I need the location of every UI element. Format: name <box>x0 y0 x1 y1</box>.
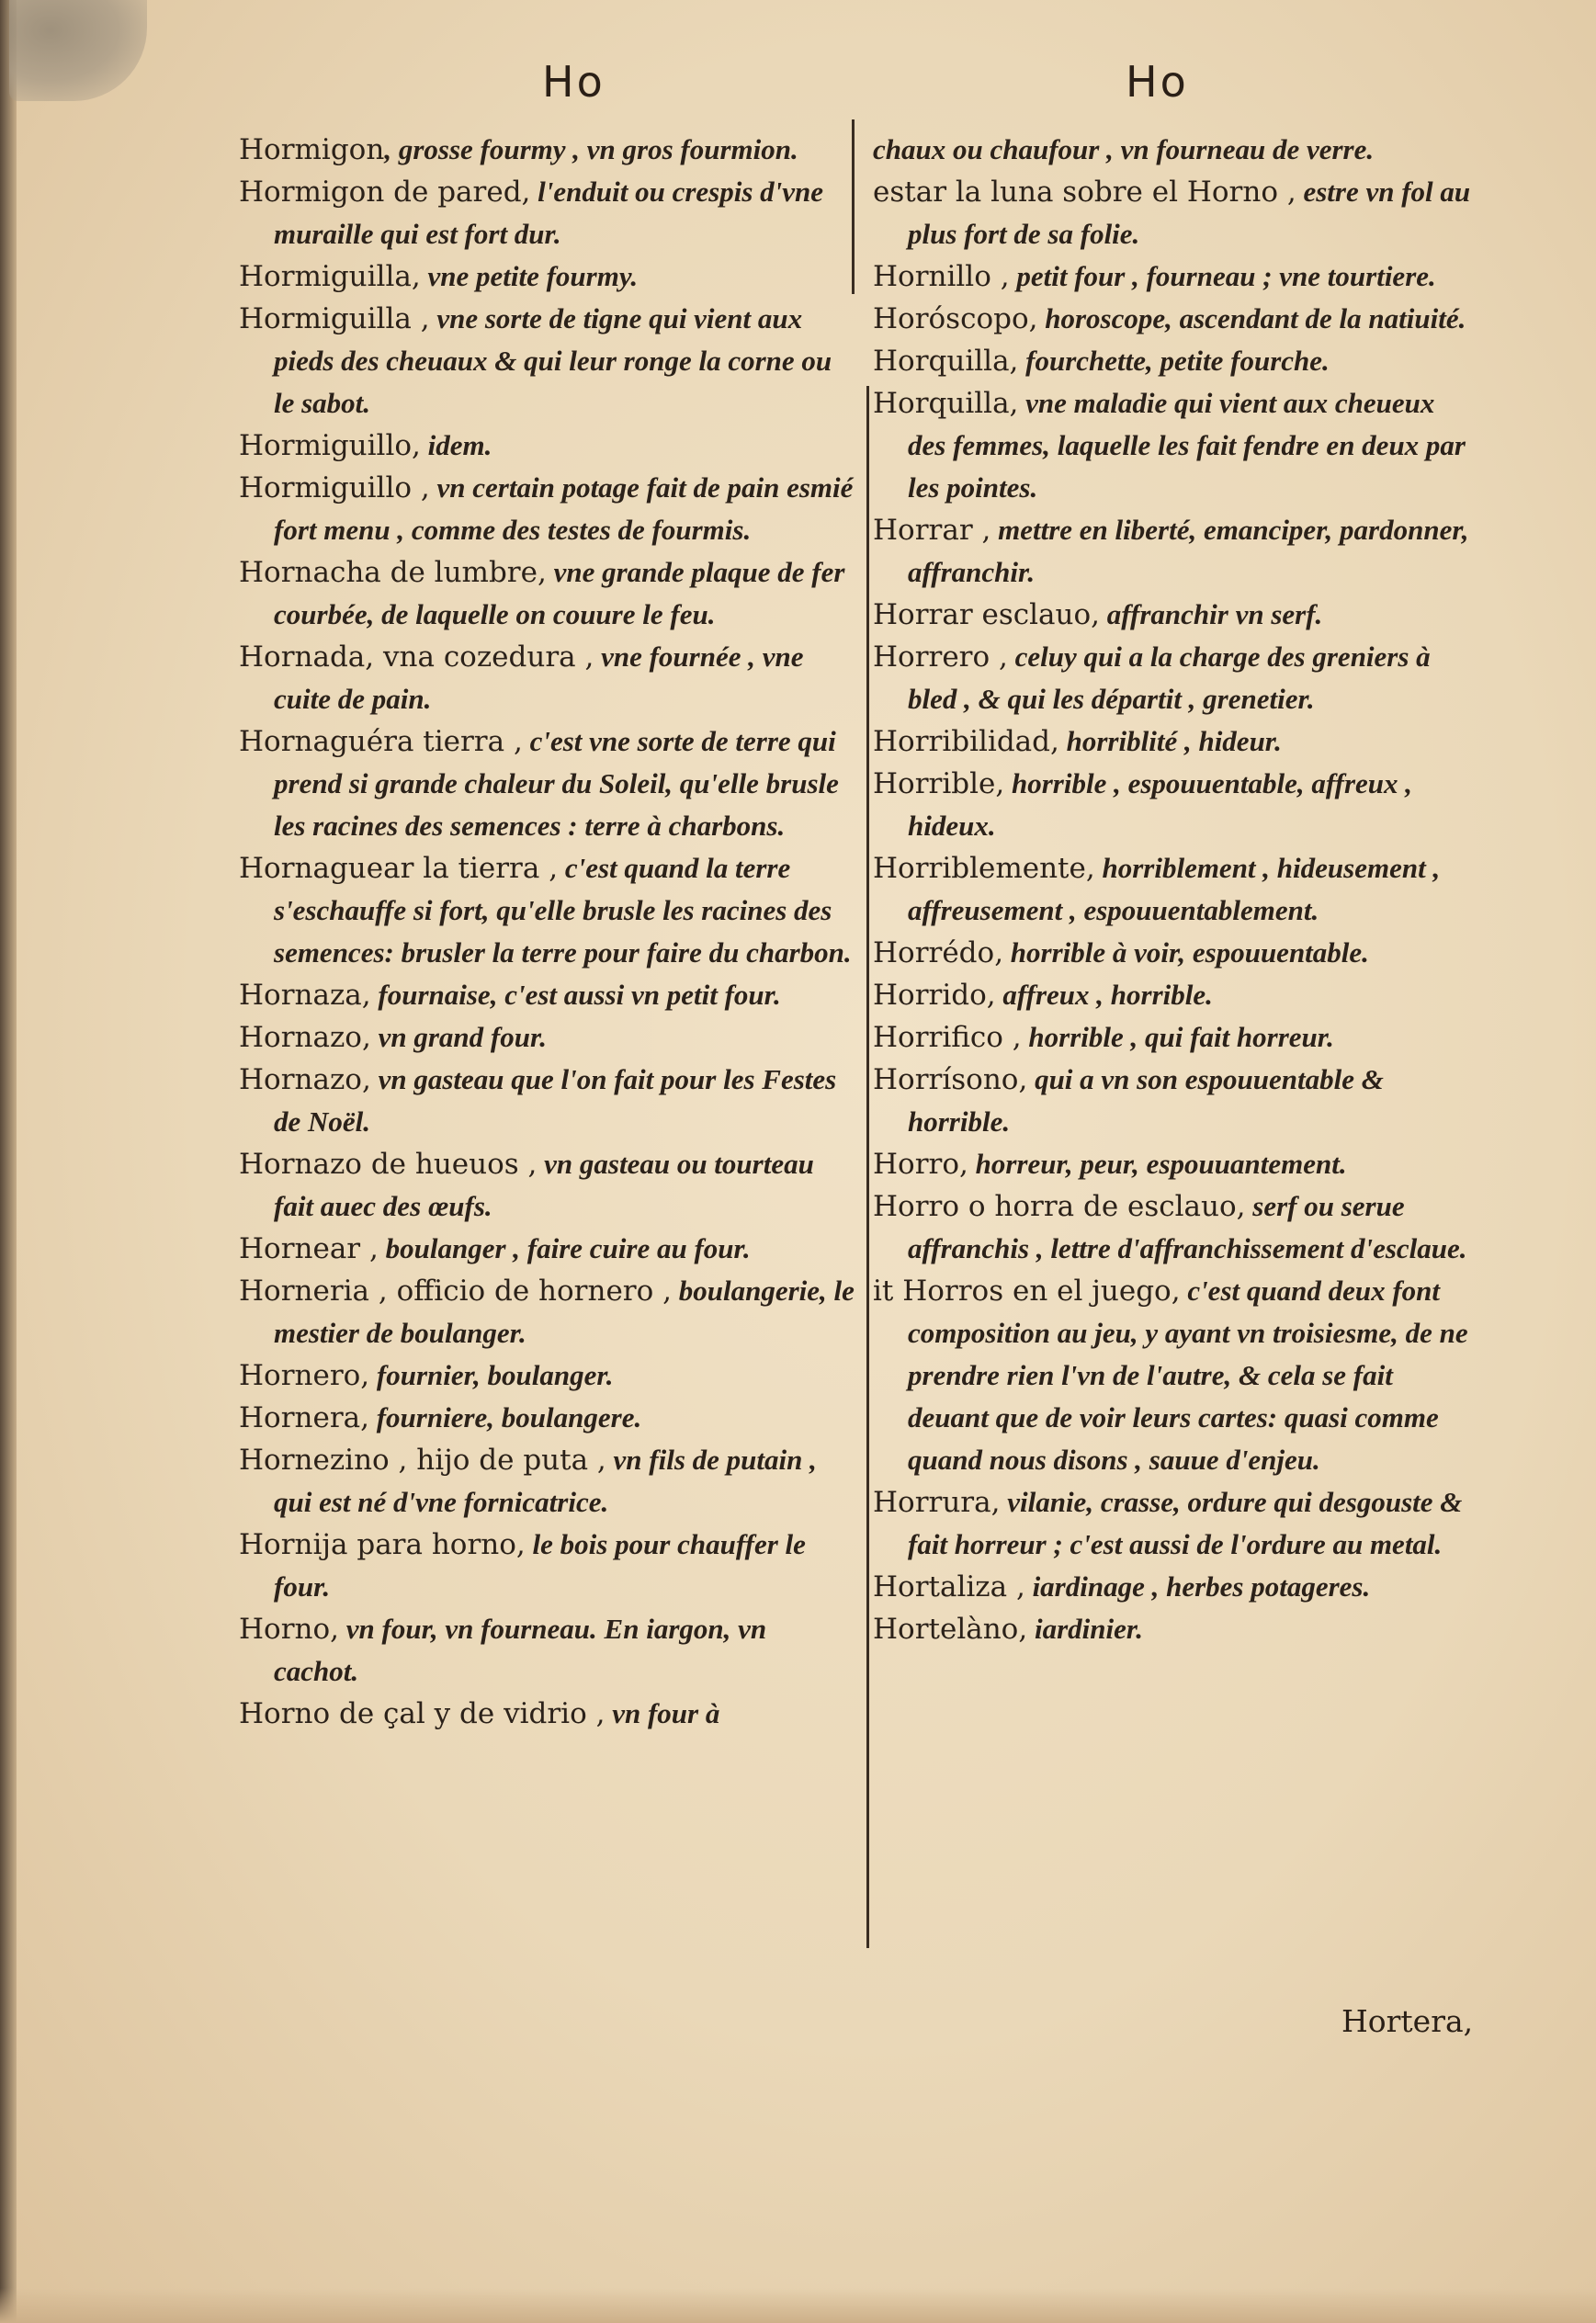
dictionary-entry <box>239 1524 855 1608</box>
running-head-left: Ho <box>542 57 606 107</box>
running-head-right: Ho <box>1126 57 1189 107</box>
headword: Horriblemente, <box>873 852 1095 885</box>
dictionary-entry <box>873 763 1479 847</box>
headword: Hormigon de pared, <box>239 176 531 209</box>
dictionary-entry <box>873 255 1479 298</box>
definition: vn four à <box>605 1697 720 1729</box>
dictionary-entry <box>239 1439 855 1524</box>
definition: vn gasteau que l'on fait pour les Festes de Noël. <box>274 1063 837 1138</box>
dictionary-entry <box>873 129 1479 171</box>
dictionary-entry <box>873 298 1479 340</box>
definition: estre vn fol au plus fort de sa folie. <box>908 176 1471 250</box>
column-rule <box>866 386 869 1948</box>
dictionary-entry <box>873 340 1479 382</box>
headword: Horquilla, <box>873 345 1019 378</box>
headword: Hortelàno, <box>873 1613 1028 1646</box>
definition: vn grand four. <box>370 1021 548 1053</box>
headword: Hornear , <box>239 1232 379 1265</box>
definition: vn four, vn fourneau. En iargon, vn cachot. <box>274 1613 767 1687</box>
dictionary-entry <box>239 1354 855 1397</box>
definition: fourniere, boulangere. <box>368 1401 642 1433</box>
definition: c'est vne sorte de terre qui prend si grande chaleur du Soleil, qu'elle brusle les racines des semences : terre à charbons. <box>274 725 839 842</box>
definition: vilanie, crasse, ordure qui desgouste & fait horreur ; c'est aussi de l'ordure au metal. <box>908 1486 1463 1560</box>
dictionary-entry <box>873 1059 1479 1143</box>
headword: Horno de çal y de vidrio , <box>239 1697 606 1730</box>
dictionary-entry <box>239 425 855 467</box>
page-binding-edge <box>0 0 17 2323</box>
headword: Horno, <box>239 1613 339 1646</box>
headword: Horrero , <box>873 640 1008 674</box>
dictionary-entry <box>239 1608 855 1693</box>
definition: vne petite fourmy. <box>420 260 639 292</box>
dictionary-entry <box>239 551 855 636</box>
dictionary-entry <box>239 1228 855 1270</box>
headword: Hornero, <box>239 1359 370 1392</box>
headword: Hornaza, <box>239 979 371 1012</box>
dictionary-entry <box>239 1397 855 1439</box>
definition: boulangerie, le mestier de boulanger. <box>274 1275 855 1349</box>
definition: , grosse fourmy , vn gros fourmion. <box>384 133 798 165</box>
dictionary-entry <box>873 1143 1479 1185</box>
headword: Hornezino , hijo de puta , <box>239 1444 606 1477</box>
definition: iardinage , herbes potageres. <box>1024 1570 1371 1603</box>
dictionary-entry <box>239 1016 855 1059</box>
headword: Horrar esclauo, <box>873 598 1100 631</box>
dictionary-entry <box>873 932 1479 974</box>
dictionary-entry <box>239 1693 855 1735</box>
definition: c'est quand deux font composition au jeu, y ayant vn troisiesme, de ne prendre rien l'vn de l'autre, & cela se fait deuant que de voir leurs cartes: quasi comme quand nous disons , sauue d'enjeu. <box>908 1275 1468 1476</box>
headword: Horro o horra de esclauo, <box>873 1190 1246 1223</box>
headword: Hormiguillo , <box>239 471 430 504</box>
headword: Horribilidad, <box>873 725 1059 758</box>
dictionary-entry <box>239 129 855 171</box>
definition: idem. <box>420 429 492 461</box>
headword: Hornaguear la tierra , <box>239 852 559 885</box>
definition: vne sorte de tigne qui vient aux pieds des cheuaux & qui leur ronge la corne ou le sabot. <box>274 302 832 419</box>
dictionary-entry <box>239 720 855 847</box>
catchword: Hortera, <box>1341 2003 1474 2039</box>
right-column <box>873 129 1479 1650</box>
headword: Hornillo , <box>873 260 1010 293</box>
definition: chaux ou chaufour , vn fourneau de verre. <box>873 133 1375 165</box>
definition: celuy qui a la charge des greniers à bled , & qui les départit , grenetier. <box>908 640 1431 715</box>
dictionary-entry <box>873 1016 1479 1059</box>
headword: Horro, <box>873 1148 968 1181</box>
dictionary-entry <box>239 467 855 551</box>
headword: Horrísono, <box>873 1063 1028 1096</box>
definition: horoscope, ascendant de la natiuité. <box>1037 302 1466 334</box>
headword: Hornija para horno, <box>239 1528 526 1561</box>
definition: serf ou serue affranchis , lettre d'affranchissement d'esclaue. <box>908 1190 1467 1264</box>
left-column <box>239 129 855 1735</box>
dictionary-entry <box>873 1481 1479 1566</box>
dictionary-entry <box>239 1270 855 1354</box>
dictionary-entry <box>873 171 1479 255</box>
headword: Horrido, <box>873 979 996 1012</box>
definition: mettre en liberté, emanciper, pardonner, affranchir. <box>908 514 1469 588</box>
dictionary-entry <box>239 1143 855 1228</box>
headword: it Horros en el juego, <box>873 1275 1181 1308</box>
dictionary-entry <box>873 1185 1479 1270</box>
definition: vn gasteau ou tourteau fait auec des œufs. <box>274 1148 814 1222</box>
definition: fourchette, petite fourche. <box>1018 345 1330 377</box>
headword: Horrédo, <box>873 936 1004 969</box>
definition: fournier, boulanger. <box>369 1359 614 1391</box>
definition: l'enduit ou crespis d'vne muraille qui est fort dur. <box>274 176 824 250</box>
dictionary-entry <box>873 1566 1479 1608</box>
dictionary-entry <box>239 1059 855 1143</box>
definition: horrible à voir, espouuentable. <box>1003 936 1369 969</box>
headword: Horneria , officio de hornero , <box>239 1275 672 1308</box>
definition: vne fournée , vne cuite de pain. <box>274 640 804 715</box>
dictionary-entry <box>873 974 1479 1016</box>
definition: petit four , fourneau ; vne tourtiere. <box>1009 260 1436 292</box>
definition: horrible , espouuentable, affreux , hideux. <box>908 767 1413 842</box>
definition: fournaise, c'est aussi vn petit four. <box>370 979 781 1011</box>
headword: Horquilla, <box>873 387 1019 420</box>
dictionary-entry <box>239 636 855 720</box>
dictionary-entry <box>873 509 1479 594</box>
dictionary-entry <box>239 847 855 974</box>
dictionary-entry <box>873 720 1479 763</box>
definition: qui a vn son espouuentable & horrible. <box>908 1063 1384 1138</box>
headword: Hornaguéra tierra , <box>239 725 523 758</box>
dictionary-entry <box>873 594 1479 636</box>
dictionary-entry <box>873 1608 1479 1650</box>
dictionary-entry <box>239 298 855 425</box>
definition: boulanger , faire cuire au four. <box>378 1232 751 1264</box>
definition: horriblement , hideusement , affreusement , espouuentablement. <box>908 852 1441 926</box>
dictionary-entry <box>873 1270 1479 1481</box>
headword: Horrifico , <box>873 1021 1022 1054</box>
page-bottom-edge <box>0 2288 1596 2323</box>
headword: Hornada, vna cozedura , <box>239 640 594 674</box>
definition: horreur, peur, espouuantement. <box>968 1148 1347 1180</box>
headword: Horrar , <box>873 514 991 547</box>
definition: vn certain potage fait de pain esmié fort menu , comme des testes de fourmis. <box>274 471 854 546</box>
water-stain <box>9 0 147 101</box>
headword: Hornazo de hueuos , <box>239 1148 538 1181</box>
headword: Hornazo, <box>239 1021 371 1054</box>
dictionary-entry <box>239 255 855 298</box>
dictionary-entry <box>873 636 1479 720</box>
headword: Hormiguilla, <box>239 260 421 293</box>
definition: c'est quand la terre s'eschauffe si fort, qu'elle brusle les racines des semences: brusler la terre pour faire du charbon. <box>274 852 852 969</box>
dictionary-entry <box>873 382 1479 509</box>
definition: vne maladie qui vient aux cheueux des femmes, laquelle les fait fendre en deux par les pointes. <box>908 387 1466 504</box>
dictionary-entry <box>239 974 855 1016</box>
definition: horrible , qui fait horreur. <box>1021 1021 1334 1053</box>
headword: Horóscopo, <box>873 302 1038 335</box>
dictionary-entry <box>239 171 855 255</box>
headword: Hormiguilla , <box>239 302 430 335</box>
headword: Hornera, <box>239 1401 369 1434</box>
definition: affranchir vn serf. <box>1100 598 1323 630</box>
headword: Hormiguillo, <box>239 429 421 462</box>
definition: iardinier. <box>1027 1613 1143 1645</box>
headword: Hornacha de lumbre, <box>239 556 547 589</box>
headword: Hortaliza , <box>873 1570 1025 1603</box>
headword: Hornazo, <box>239 1063 371 1096</box>
definition: horriblité , hideur. <box>1058 725 1282 757</box>
definition: vne grande plaque de fer courbée, de laquelle on couure le feu. <box>274 556 845 630</box>
definition: affreux , horrible. <box>995 979 1213 1011</box>
headword: Hormigon <box>239 133 385 166</box>
headword: Horrible, <box>873 767 1005 800</box>
definition: le bois pour chauffer le four. <box>274 1528 806 1603</box>
dictionary-entry <box>873 847 1479 932</box>
headword: estar la luna sobre el Horno , <box>873 176 1296 209</box>
headword: Horrura, <box>873 1486 1001 1519</box>
definition: vn fils de putain , qui est né d'vne fornicatrice. <box>274 1444 817 1518</box>
